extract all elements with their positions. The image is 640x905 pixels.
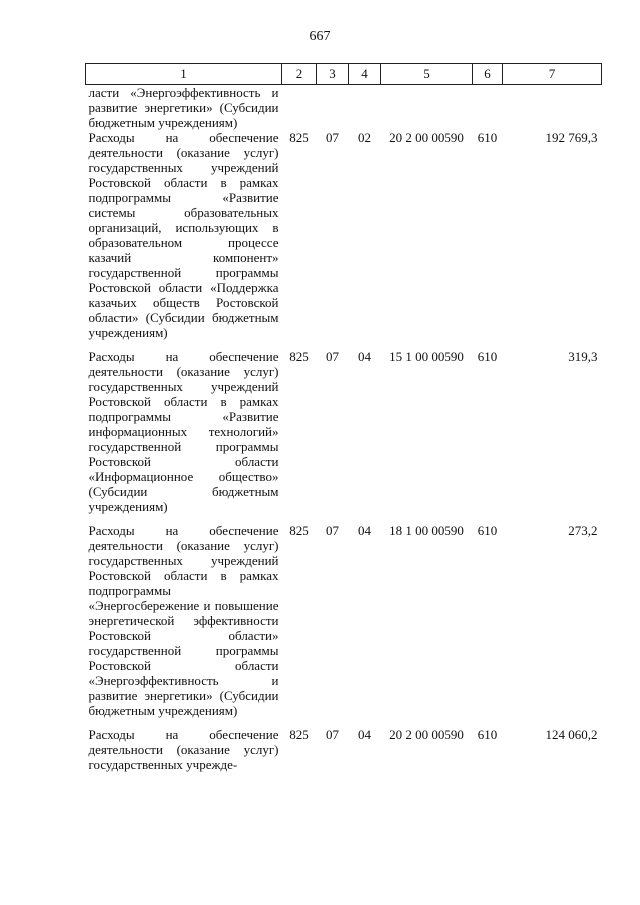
row-gov-code: 825 [289, 727, 309, 742]
row-amount [503, 85, 602, 131]
budget-table [85, 63, 602, 781]
row-subsection: 04 [358, 727, 371, 742]
row-expense-type: 610 [477, 523, 498, 538]
row-description: Расходы на обеспечение деятельности (оказание услуг) государственных учреждений Ростовской области в рамках подпрограммы «Энергосбережение и повышение энергетической эффективности Ростовской области» государственной программы Ростовской области «Энергоэффективность и развитие энергетики» (Субсидии бюджетным учреждениям) [88, 523, 279, 718]
row-section: 07 [326, 727, 339, 742]
header-col-6: 6 [473, 64, 503, 85]
row-subsection: 02 [358, 130, 371, 145]
row-subsection: 04 [358, 523, 371, 538]
row-section [317, 85, 349, 131]
row-amount: 273,2 [568, 523, 598, 538]
header-col-1: 1 [86, 64, 282, 85]
header-col-5: 5 [381, 64, 473, 85]
row-target-article: 18 1 00 00590 [389, 523, 464, 538]
row-subsection: 04 [358, 349, 371, 364]
row-target-article: 15 1 00 00590 [389, 349, 464, 364]
table-row [86, 130, 602, 349]
row-target-article: 20 2 00 00590 [389, 130, 464, 145]
page-number: 667 [309, 29, 331, 44]
row-gov-code [282, 85, 317, 131]
row-gov-code: 825 [289, 130, 309, 145]
table-row [86, 727, 602, 781]
row-target-article [381, 85, 473, 131]
row-section: 07 [326, 349, 339, 364]
row-expense-type: 610 [477, 349, 498, 364]
row-amount: 192 769,3 [545, 130, 598, 145]
row-description: Расходы на обеспечение деятельности (оказание услуг) государственных учрежде- [88, 727, 279, 772]
row-description: Расходы на обеспечение деятельности (оказание услуг) государственных учреждений Ростовской области в рамках подпрограммы «Развитие информационных технологий» государственной программы Ростовской области «Информационное общество» (Субсидии бюджетным учреждениям) [88, 349, 279, 514]
row-section: 07 [326, 523, 339, 538]
row-amount: 124 060,2 [545, 727, 598, 742]
row-description: Расходы на обеспечение деятельности (оказание услуг) государственных учреждений Ростовской области в рамках подпрограммы «Развитие системы образовательных организаций, использующих в образовательном процессе казачий компонент» государственной программы Ростовской области «Поддержка казачьих обществ Ростовской области» (Субсидии бюджетным учреждениям) [88, 130, 279, 340]
header-row [86, 64, 602, 85]
table-row [86, 349, 602, 523]
header-col-2: 2 [282, 64, 317, 85]
row-target-article: 20 2 00 00590 [389, 727, 464, 742]
row-description: ласти «Энергоэффективность и развитие энергетики» (Субсидии бюджетным учреждениям) [88, 85, 279, 130]
row-gov-code: 825 [289, 349, 309, 364]
row-expense-type: 610 [477, 727, 498, 742]
header-col-3: 3 [317, 64, 349, 85]
table-row [86, 85, 602, 131]
header-col-7: 7 [503, 64, 602, 85]
row-expense-type: 610 [477, 130, 498, 145]
row-expense-type [473, 85, 503, 131]
header-col-4: 4 [349, 64, 381, 85]
table-row [86, 523, 602, 727]
row-gov-code: 825 [289, 523, 309, 538]
row-subsection [349, 85, 381, 131]
row-section: 07 [326, 130, 339, 145]
row-amount: 319,3 [568, 349, 598, 364]
